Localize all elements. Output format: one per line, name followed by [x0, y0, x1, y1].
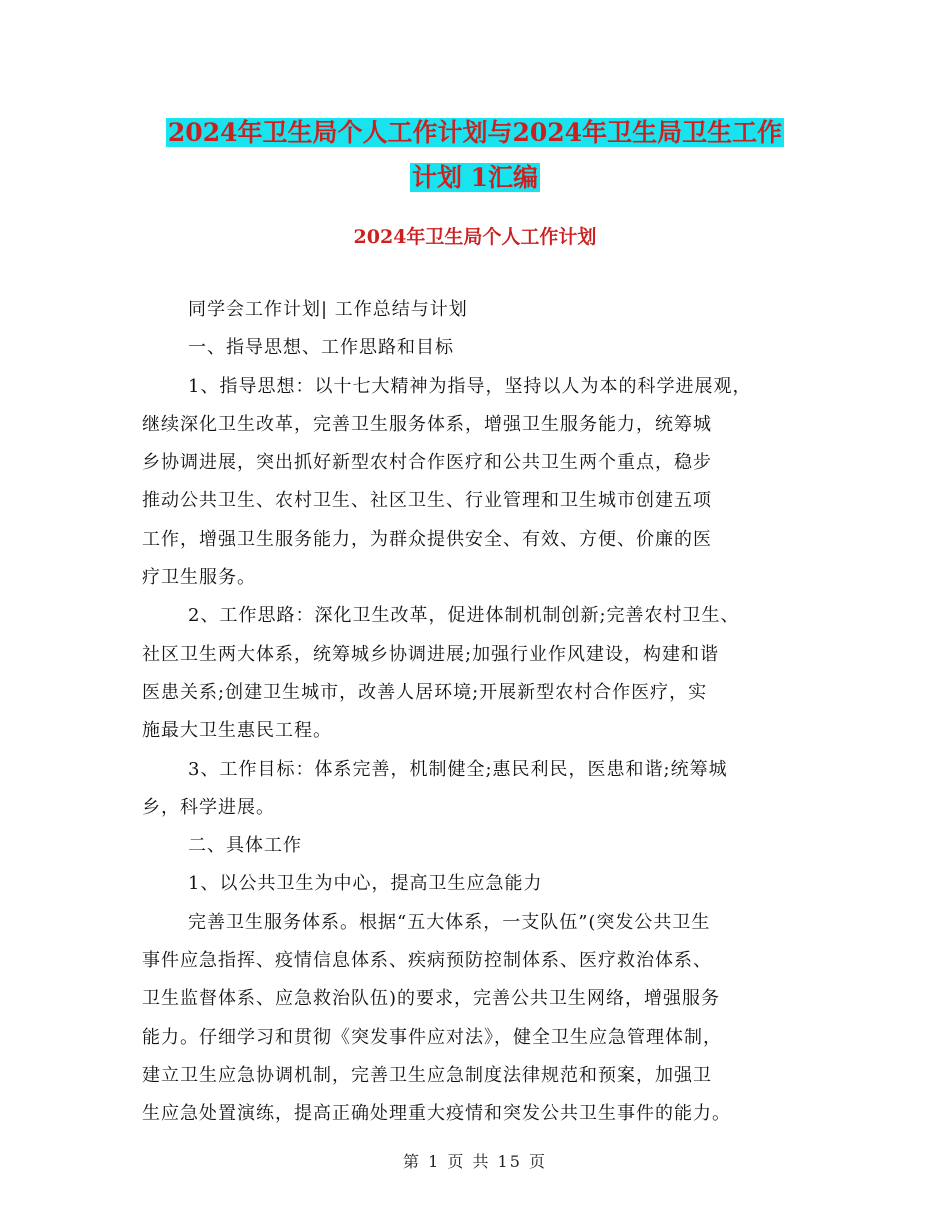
page-footer: 第 1 页 共 15 页 — [403, 1152, 547, 1171]
body-line: 施最大卫生惠民工程。 — [142, 720, 332, 742]
section-title: 2024年卫生局个人工作计划 — [353, 226, 597, 248]
body-line: 能力。仔细学习和贯彻《突发事件应对法》，健全卫生应急管理体制， — [142, 1026, 722, 1048]
body-line: 继续深化卫生改革，完善卫生服务体系，增强卫生服务能力，统筹城 — [142, 413, 712, 435]
body-line: 二、具体工作 — [188, 835, 302, 857]
document-title-line-2: 计划 1汇编 — [411, 163, 539, 192]
body-line: 卫生监督体系、应急救治队伍)的要求，完善公共卫生网络，增强服务 — [142, 988, 721, 1010]
body-line: 生应急处置演练，提高正确处理重大疫情和突发公共卫生事件的能力。 — [142, 1103, 731, 1125]
body-line: 推动公共卫生、农村卫生、社区卫生、行业管理和卫生城市创建五项 — [142, 490, 712, 512]
document-title-line-1: 2024年卫生局个人工作计划与2024年卫生局卫生工作 — [167, 118, 783, 147]
body-line: 乡，科学进展。 — [142, 796, 275, 818]
body-line: 社区卫生两大体系，统筹城乡协调进展;加强行业作风建设，构建和谐 — [142, 643, 720, 665]
body-line: 2、工作思路：深化卫生改革，促进体制机制创新;完善农村卫生、 — [188, 605, 740, 627]
body-line: 乡协调进展，突出抓好新型农村合作医疗和公共卫生两个重点，稳步 — [142, 452, 712, 474]
document-body — [142, 291, 822, 1134]
body-line: 1、以公共卫生为中心，提高卫生应急能力 — [188, 873, 543, 895]
body-line: 建立卫生应急协调机制，完善卫生应急制度法律规范和预案，加强卫 — [142, 1064, 712, 1086]
body-line: 1、指导思想：以十七大精神为指导，坚持以人为本的科学进展观， — [188, 375, 752, 397]
body-line: 医患关系;创建卫生城市，改善人居环境;开展新型农村合作医疗，实 — [142, 681, 708, 703]
body-line: 完善卫生服务体系。根据“五大体系，一支队伍”(突发公共卫生 — [188, 911, 711, 933]
body-line: 3、工作目标：体系完善，机制健全;惠民利民，医患和谐;统筹城 — [188, 758, 728, 780]
body-line: 疗卫生服务。 — [142, 567, 256, 589]
body-line: 同学会工作计划| 工作总结与计划 — [188, 299, 468, 320]
body-line: 工作，增强卫生服务能力，为群众提供安全、有效、方便、价廉的医 — [142, 528, 712, 550]
body-line: 事件应急指挥、疫情信息体系、疾病预防控制体系、医疗救治体系、 — [142, 950, 712, 972]
body-line: 一、指导思想、工作思路和目标 — [188, 337, 454, 359]
document-title — [0, 110, 950, 200]
